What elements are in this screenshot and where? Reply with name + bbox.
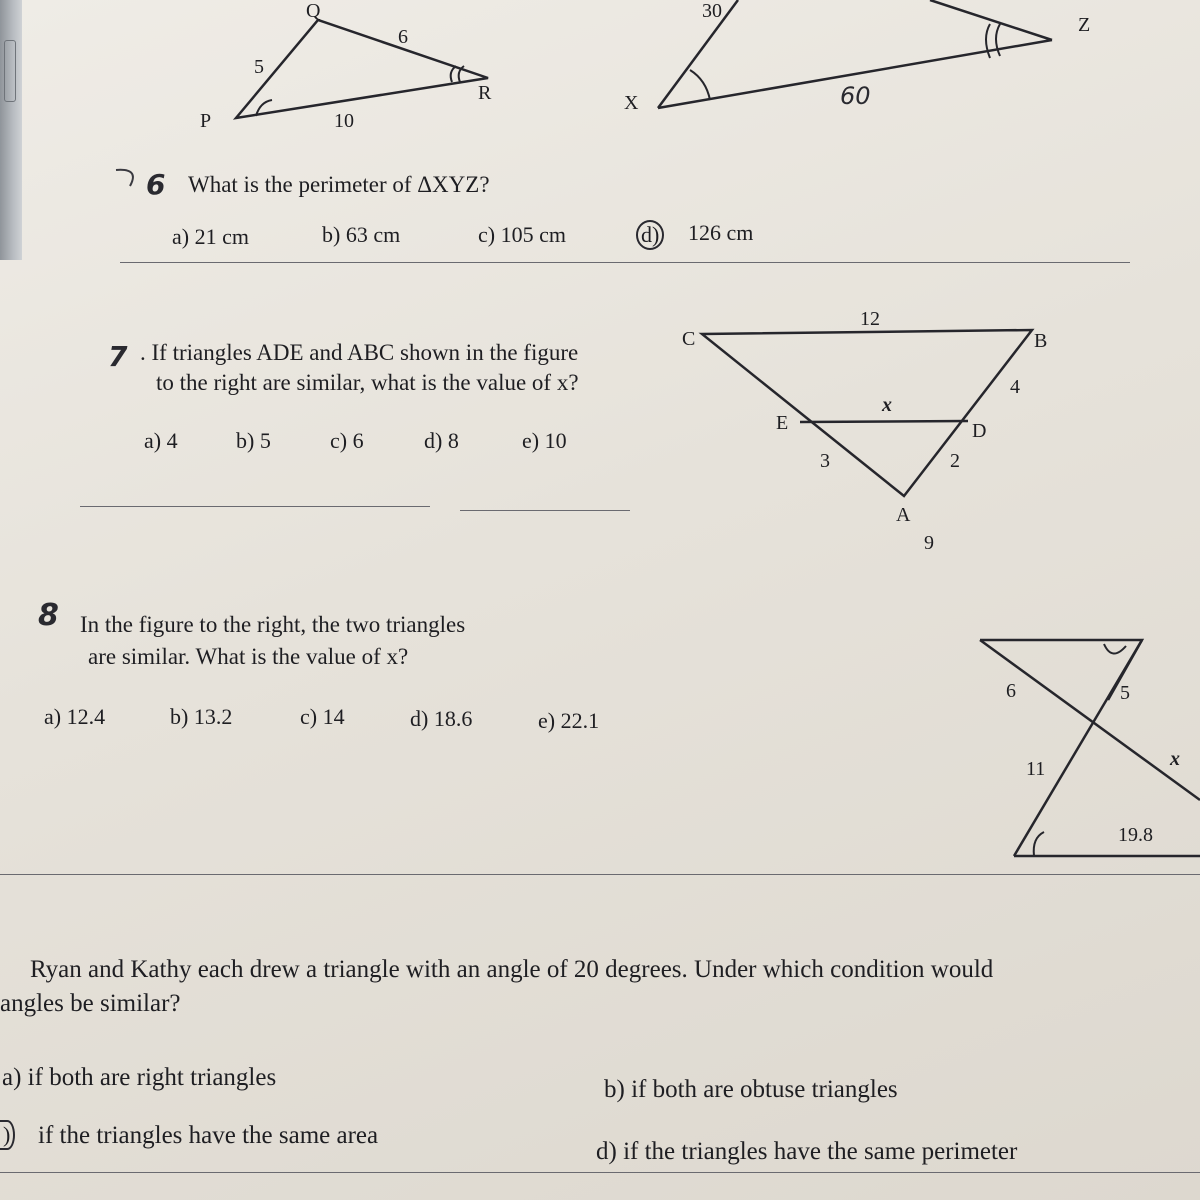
q7-text-line2: to the right are similar, what is the value of x? (156, 370, 579, 395)
angle-mark-top (1104, 644, 1126, 654)
triangle-xyz-left (658, 0, 738, 108)
q7-label-b: B (1034, 330, 1048, 352)
pencil-stroke (116, 170, 133, 186)
separator-4 (0, 874, 1200, 875)
side-pr: 10 (334, 110, 354, 132)
q6-option-d-circled[interactable]: d) (636, 220, 664, 250)
side-pq: 5 (254, 56, 264, 78)
q9-option-c[interactable]: if the triangles have the same area (38, 1122, 379, 1149)
q7-option-a[interactable]: a) 4 (144, 428, 178, 453)
separator-5 (0, 1172, 1200, 1173)
q7-side-top: 12 (860, 308, 880, 330)
label-z: Z (1078, 14, 1091, 36)
q8-option-b[interactable]: b) 13.2 (170, 704, 233, 729)
q7-option-e[interactable]: e) 10 (522, 428, 567, 453)
q8-option-e[interactable]: e) 22.1 (538, 708, 600, 733)
triangle-abc (702, 330, 1032, 496)
q7-number: 7 (108, 340, 128, 373)
q8-side-5: 5 (1120, 682, 1130, 704)
bowtie-cross-1 (980, 640, 1200, 800)
q8-side-198: 19.8 (1118, 824, 1153, 846)
q8-side-6: 6 (1006, 680, 1016, 702)
q7-text-line1: . If triangles ADE and ABC shown in the figure (140, 340, 579, 365)
q7-side-bottom: 9 (924, 532, 934, 554)
q6-option-d[interactable]: 126 cm (688, 220, 754, 245)
segment-ed (800, 421, 968, 422)
side-xy: 30 (702, 0, 722, 22)
q7-label-e: E (776, 412, 789, 434)
label-q: Q (306, 0, 321, 22)
q9-option-c-circled[interactable]: ) (0, 1120, 15, 1150)
q8-option-a[interactable]: a) 12.4 (44, 704, 106, 729)
angle-mark-z (986, 24, 1000, 58)
triangle-pqr (236, 20, 488, 118)
label-x: X (624, 92, 639, 114)
q8-side-x: x (1170, 748, 1180, 770)
q9-option-b[interactable]: b) if both are obtuse triangles (604, 1076, 898, 1103)
q9-option-a[interactable]: a) if both are right triangles (2, 1064, 277, 1091)
label-p: P (200, 110, 212, 132)
q9-text-line1: Ryan and Kathy each drew a triangle with an angle of 20 degrees. Under which condition would (30, 956, 994, 983)
q7-label-c: C (682, 328, 696, 350)
separator-3 (460, 510, 630, 511)
q8-side-11: 11 (1026, 758, 1046, 780)
q8-text-line2: are similar. What is the value of x? (88, 644, 409, 669)
angle-mark-x (690, 70, 710, 100)
q9-text-line2: angles be similar? (0, 990, 181, 1017)
q7-label-a: A (896, 504, 911, 526)
q7-label-d: D (972, 420, 987, 442)
q8-option-d[interactable]: d) 18.6 (410, 706, 473, 731)
q8-number: 8 (38, 598, 59, 633)
q7-side-x: x (882, 394, 892, 416)
q7-option-b[interactable]: b) 5 (236, 428, 271, 453)
q6-option-c[interactable]: c) 105 cm (478, 222, 566, 247)
q7-side-da: 2 (950, 450, 960, 472)
separator-1 (120, 262, 1130, 263)
separator-2 (80, 506, 430, 507)
side-qr: 6 (398, 26, 408, 48)
triangle-xyz-right (930, 0, 1052, 40)
bowtie-top-triangle (980, 640, 1142, 700)
q8-option-c[interactable]: c) 14 (300, 704, 345, 729)
q8-text-line1: In the figure to the right, the two triangles (80, 612, 466, 637)
q9-option-d[interactable]: d) if the triangles have the same perimeter (596, 1138, 1018, 1165)
q6-number: 6 (146, 168, 166, 201)
q7-option-d[interactable]: d) 8 (424, 428, 459, 453)
q7-side-bd: 4 (1010, 376, 1020, 398)
angle-mark-bottom (1034, 832, 1044, 856)
q6-option-a[interactable]: a) 21 cm (172, 224, 249, 249)
q7-option-c[interactable]: c) 6 (330, 428, 364, 453)
q7-side-ea: 3 (820, 450, 830, 472)
q6-text: What is the perimeter of ΔXYZ? (188, 172, 490, 197)
q6-option-b[interactable]: b) 63 cm (322, 222, 401, 247)
side-xz-handwritten: 60 (840, 82, 871, 110)
label-r: R (478, 82, 492, 104)
